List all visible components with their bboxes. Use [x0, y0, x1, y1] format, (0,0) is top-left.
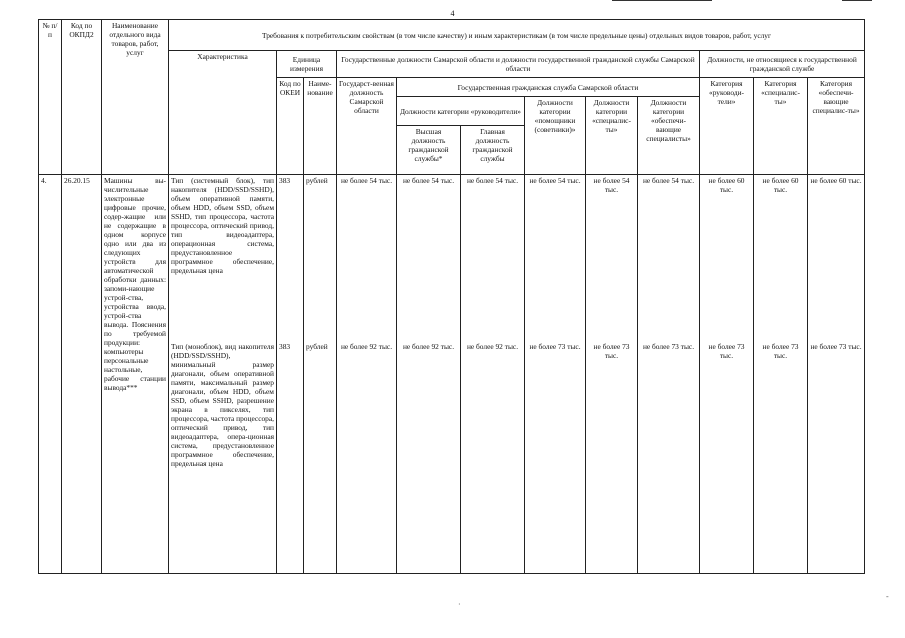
header-col-name: Наименование отдельного вида товаров, работ, услуг	[102, 20, 169, 175]
page-number: 4	[450, 9, 455, 18]
row-unit: рублей	[304, 175, 337, 342]
header-cat-leaders: Должности категории «руководители»	[397, 97, 525, 126]
row-okei: 383	[277, 341, 304, 574]
header-requirements: Требования к потребительским свойствам (в том числе качеству) и иным характеристикам (в том числе предельные цены) отдельных видов товаров, работ, услуг	[169, 20, 865, 51]
header-unit: Единица измерения	[277, 51, 337, 78]
header-civil-service: Государственная гражданская служба Самарской области	[397, 78, 700, 97]
table-row	[39, 175, 865, 342]
header-cat-support: Должности категории «обеспечи-вающие специалисты»	[638, 97, 700, 175]
value-cell: не более 92 тыс.	[337, 341, 397, 574]
value-cell: не более 60 тыс.	[808, 175, 865, 342]
header-unit-name: Наиме-нование	[304, 78, 337, 175]
top-rule	[842, 0, 872, 1]
value-cell: не более 54 тыс.	[461, 175, 525, 342]
value-cell: не более 73 тыс.	[754, 341, 808, 574]
header-col-num: № п/п	[39, 20, 62, 175]
header-highest: Высшая должность гражданской службы*	[397, 126, 461, 175]
header-main: Главная должность гражданской службы	[461, 126, 525, 175]
row-characteristic: Тип (системный блок), тип накопителя (HDD/SSD/SSHD), объем оперативной памяти, объем HDD, объем SSD, объем SSHD, тип процессора, частота процессора, оптический привод, тип видеоадаптера, операционная система, предустановленное программное обеспечение, предельная цена	[169, 175, 277, 342]
value-cell: не более 73 тыс.	[700, 341, 754, 574]
requirements-table	[38, 19, 865, 574]
value-cell: не более 60 тыс.	[700, 175, 754, 342]
row-unit: рублей	[304, 341, 337, 574]
row-num: 4.	[39, 175, 62, 574]
value-cell: не более 54 тыс.	[397, 175, 461, 342]
header-gov-position-samara: Государст-венная должность Самарской области	[337, 78, 397, 175]
value-cell: не более 73 тыс.	[586, 341, 638, 574]
header-cat-specialists: Должности категории «специалис-ты»	[586, 97, 638, 175]
value-cell: не более 73 тыс.	[638, 341, 700, 574]
scan-speck: ·	[458, 600, 461, 609]
value-cell: не более 54 тыс.	[525, 175, 586, 342]
value-cell: не более 54 тыс.	[586, 175, 638, 342]
header-nc-specialists: Категория «специалис-ты»	[754, 78, 808, 175]
value-cell: не более 73 тыс.	[525, 341, 586, 574]
row-name: Машины вы-числительные электронные цифровые прочие, содер-жащие или не содержащие в одном корпусе одно или два из следующих устройств для автоматической обработки данных: запоми-нающие устрой-ства, устройства ввода, устрой-ства вывода. Пояснения по требуемой продукции: компьютеры персональные настольные, рабочие станции вывода***	[102, 175, 169, 574]
header-nc-support: Категория «обеспечи-вающие специалис-ты»	[808, 78, 865, 175]
value-cell: не более 92 тыс.	[461, 341, 525, 574]
value-cell: не более 73 тыс.	[808, 341, 865, 574]
header-unit-code: Код по ОКЕИ	[277, 78, 304, 175]
header-characteristic: Характеристика	[169, 51, 277, 175]
row-characteristic: Тип (моноблок), вид накопителя (HDD/SSD/SSHD), минимальный размер диагонали, объем оперативной памяти, максимальный размер диагонали, объем HDD, объем SSD, объем SSHD, разрешение экрана в пикселях, тип процессора, частота процессора, оптический привод, тип видеоадаптера, опера-ционная система, предустановленное программное обеспечение, предельная цена	[169, 341, 277, 574]
scan-speck: -	[886, 592, 889, 601]
value-cell: не более 54 тыс.	[337, 175, 397, 342]
header-gov-positions: Государственные должности Самарской области и должности государственной гражданской службы Самарской области	[337, 51, 700, 78]
value-cell: не более 92 тыс.	[397, 341, 461, 574]
row-okpd: 26.20.15	[62, 175, 102, 574]
header-col-okpd: Код по ОКПД2	[62, 20, 102, 175]
header-cat-assistants: Должности категории «помощники (советники)»	[525, 97, 586, 175]
row-okei: 383	[277, 175, 304, 342]
top-rule	[612, 0, 712, 1]
header-nc-leaders: Категория «руководи-тели»	[700, 78, 754, 175]
value-cell: не более 54 тыс.	[638, 175, 700, 342]
header-non-civil: Должности, не относящиеся к государственной гражданской службе	[700, 51, 865, 78]
value-cell: не более 60 тыс.	[754, 175, 808, 342]
